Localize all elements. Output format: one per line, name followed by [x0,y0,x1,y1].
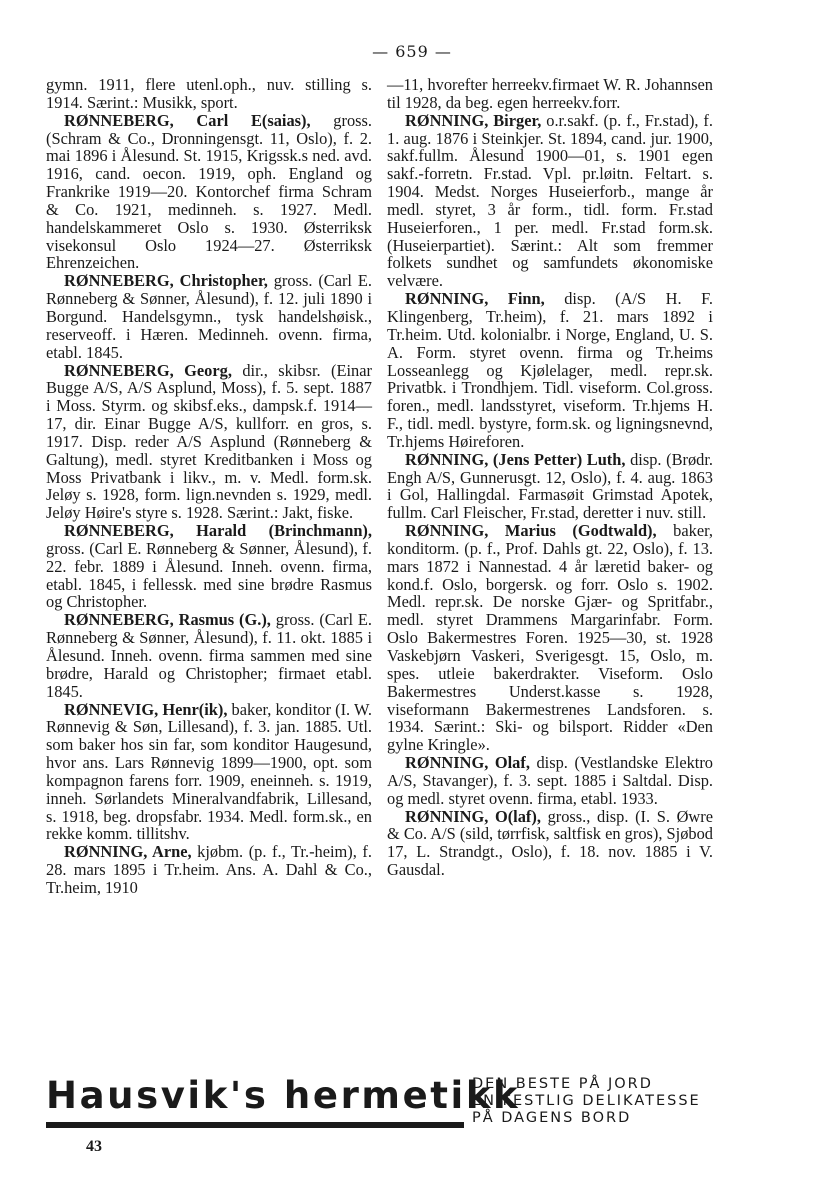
entry-text: gross., disp. (I. S. Øwre & Co. A/S (sild, tørrfisk, saltfisk en gros), Sjøbod 17, L. Strandgt., Oslo), f. 18. nov. 1885 i V. Gausdal. [387,806,713,880]
entry-name: RØNNING, Marius (Godtwald), [405,521,657,541]
biography-entry [46,611,372,700]
ad-slogan-line: DEN BESTE PÅ JORD [472,1076,653,1092]
entry-text: baker, konditorm. (p. f., Prof. Dahls gt. 22, Oslo), f. 13. mars 1872 i Nannestad. 4 år læretid baker- og kond.f. Oslo, borgersk. og forr. Oslo s. 1902. Medl. repr.sk. De norske Gjær- og Spritfabr., medl. styret Drammens Margarinfabr. Form. Oslo Bakermestres Foren. 1925—30, st. 1928 Vaskebjørn Vaskeri, Sverigesgt. 15, Oslo, m. spes. utleie bakerdrakter. Viseform. Oslo Bakermestres Underst.kasse s. 1928, viseformann Bakermestrenes Landsforen. s. 1934. Særint.: Ski- og bilsport. Ridder «Den gylne Kringle». [387,521,713,755]
right-column [387,76,713,879]
biography-entry [387,808,713,879]
entry-name: RØNNING, (Jens Petter) Luth, [405,449,626,469]
entry-name: RØNNEBERG, Christopher, [64,271,268,291]
biography-entry [46,701,372,844]
entry-name: RØNNEBERG, Carl E(saias), [64,110,311,130]
sheet-number: 43 [86,1138,102,1155]
entry-text: disp. (A/S H. F. Klingenberg, Tr.heim), f. 21. mars 1892 i Tr.heim. Utd. kolonialbr. i Norge, England, U. S. A. Form. styret ovenn. firma og Tr.heims Losseanlegg og Kjølelager, medl. repr.sk. Privatbk. i Trondhjem. Tidl. viseform. Col.gross. foren., medl. landsstyret, viseform. Tr.hjems H. F., tidl. medl. bystyre, form.sk. og ligningsnevnd, Tr.hjems Høireforen. [387,289,713,451]
ad-slogan [472,1076,701,1127]
entry-text: gross. (Carl E. Rønneberg & Sønner, Ålesund), f. 11. okt. 1885 i Ålesund. Inneh. ovenn. firma sammen med sine brødre, Harald og Christopher; firmaet etabl. 1845. [46,610,372,701]
advertisement [46,1074,786,1134]
entry-name: RØNNEVIG, Henr(ik), [64,699,228,719]
biography-entry [387,290,713,451]
biography-entry [46,112,372,273]
entry-text: —11, hvorefter herreekv.firmaet W. R. Johannsen til 1928, da beg. egen herreekv.forr. [387,75,713,112]
entry-name: RØNNING, Birger, [405,110,542,130]
entry-text: disp. (Brødr. Engh A/S, Gunnerusgt. 12, Oslo), f. 4. aug. 1863 i Gol, Hallingdal. Farmasøit Grimstad Apotek, fullm. Carl Fleischer, Fr.stad, deretter i nuv. still. [387,449,713,523]
entry-text: gross. (Carl E. Rønneberg & Sønner, Ålesund), f. 22. febr. 1889 i Ålesund. Inneh. ovenn. firma, etabl. 1845, i fellessk. med sine brødre Rasmus og Christopher. [46,538,372,612]
biography-entry [46,843,372,897]
biography-entry [46,522,372,611]
biography-entry [46,362,372,523]
page-number: — 659 — [372,42,452,61]
entry-name: RØNNING, Arne, [64,842,192,862]
entry-text: kjøbm. (p. f., Tr.-heim), f. 28. mars 1895 i Tr.heim. Ans. A. Dahl & Co., Tr.heim, 1910 [46,842,372,897]
left-column [46,76,372,897]
entry-continuation [46,76,372,112]
entry-name: RØNNING, Finn, [405,289,545,309]
entry-name: RØNNING, Olaf, [405,753,530,773]
entry-name: RØNNEBERG, Georg, [64,360,232,380]
entry-continuation [387,76,713,112]
entry-text: gross. (Carl E. Rønneberg & Sønner, Ålesund), f. 12. juli 1890 i Borgund. Handelsgymn., tysk handelshøisk., reserveoff. i Hæren. Medinneh. ovenn. firma, etabl. 1845. [46,271,372,362]
entry-text: o.r.sakf. (p. f., Fr.stad), f. 1. aug. 1876 i Steinkjer. St. 1894, cand. jur. 1900, sakf.fullm. Ålesund 1900—01, s. 1901 egen sakf.-forretn. Fr.stad. Vpl. pr.løitn. Feltart. s. 1904. Medst. Norges Huseierforb., mange år medl. styret, 3 år form., tidl. form. Fr.stad Huseierforen., 1 per. medl. Fr.stad form.sk. (Huseierpartiet). Særint.: Alt som fremmer folkets sundhet og samfundets økonomiske velvære. [387,110,713,291]
entry-name: RØNNEBERG, Harald (Brinchmann), [64,521,372,541]
biography-entry [387,754,713,808]
ad-brand-name: Hausvik's hermetikk [46,1074,521,1117]
ad-slogan-line: PÅ DAGENS BORD [472,1110,632,1126]
entry-text: baker, konditor (I. W. Rønnevig & Søn, Lillesand), f. 3. jan. 1885. Utl. som baker hos sin far, som konditor Haugesund, hvor ans. Lars Rønnevig 1899—1900, opt. som kompagnon farens forr. 1909, eneinneh. s. 1919, inneh. Sørlandets Mineralvandfabrik, Lillesand, s. 1918, beg. dropsfabr. 1934. Medl. form.sk., en rekke komm. tillitshv. [46,699,373,844]
entry-name: RØNNEBERG, Rasmus (G.), [64,610,271,630]
biography-entry [387,522,713,754]
ad-slogan-line: EN FESTLIG DELIKATESSE [472,1093,701,1109]
ad-underline-rule [46,1122,464,1128]
biography-entry [387,451,713,522]
entry-text: gymn. 1911, flere utenl.oph., nuv. stilling s. 1914. Særint.: Musikk, sport. [46,75,372,112]
entry-text: disp. (Vestlandske Elektro A/S, Stavanger), f. 3. sept. 1885 i Saltdal. Disp. og medl. styret ovenn. firma, etabl. 1933. [387,753,713,808]
entry-name: RØNNING, O(laf), [405,806,541,826]
biography-entry [46,272,372,361]
entry-text: dir., skibsr. (Einar Bugge A/S, A/S Asplund, Moss), f. 5. sept. 1887 i Moss. Styrm. og skibsf.eks., dampsk.f. 1914—17, dir. Einar Bugge A/S, kullforr. en gros, s. 1917. Disp. reder A/S Asplund (Rønneberg & Galtung), medl. styret Kreditbanken i Moss og Moss Privatbank i likv., m. v. Medl. form.sk. Jeløy s. 1928, form. lign.nevnden s. 1929, medl. Jeløy Høire's styre s. 1928. Særint.: Jakt, fiske. [46,360,372,523]
biography-entry [387,112,713,290]
entry-text: gross. (Schram & Co., Dronningensgt. 11, Oslo), f. 2. mai 1896 i Ålesund. St. 1915, Krigssk.s ned. avd. 1916, cand. oecon. 1919, oph. England og Frankrike 1919—20. Kontorchef firma Schram & Co. 1921, medinneh. s. 1927. Medl. handelskammeret Oslo s. 1930. Østerriksk visekonsul Oslo 1924—27. Østerriksk Ehrenzeichen. [46,110,372,273]
